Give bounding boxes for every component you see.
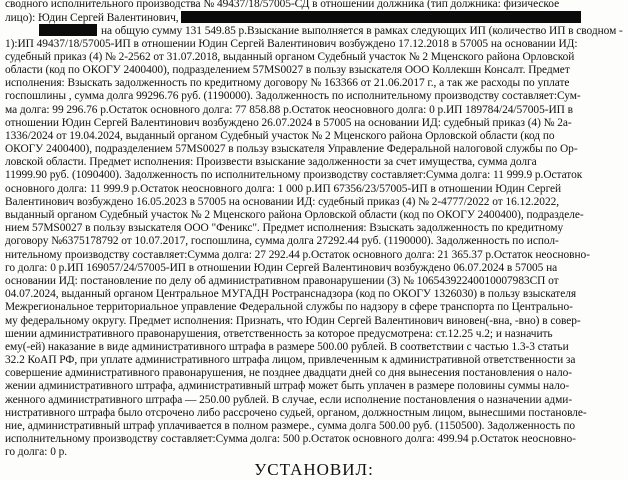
text-line: исполнительному производству составляет:Сумма долга: 500 р.Остаток основного долга: 499.94 р.Остаток неосновно- — [5, 433, 576, 446]
text-line — [5, 24, 625, 37]
text-line: Межрегиональное территориальное управление Федеральной службы по надзору в сфере транспорта по Центрально- — [5, 301, 573, 314]
text-line: совершение административного правонарушения, не позднее двадцати дней со дня вынесения постановления о нало- — [5, 367, 573, 380]
text-line: жении административного штрафа, административный штраф может быть уплачен в размере половины суммы нало- — [5, 380, 570, 393]
text-line: 04.07.2024, выданный органом Центральное МУГАДН Ространснадзора (код по ОКОГУ 1326030) в пользу взыскателя — [5, 288, 577, 301]
text-line: основании ИД: постановление по делу об административном правонарушении (3) № 10654392240010007983СП от — [5, 274, 559, 287]
text-line: женного административного штрафа — 250.00 рублей. В случае, если исполнение постановления о назначении адми- — [5, 393, 573, 406]
text-line: Валентинович возбуждено 16.05.2023 в 57005 на основании ИД: судебный приказ (4) № 2-4777/2022 от 16.12.2022, — [5, 195, 560, 208]
text-line: области (код по ОКОГУ 2400400), подразделением 57MS0027 в пользу взыскателя ООО Коллекшн Консалт. Предмет — [5, 63, 570, 76]
total-sum-line: на общую сумму 131 549.85 р.Взыскание выполняется в рамках следующих ИП (количество ИП в сводном - — [101, 25, 623, 38]
text-line: отношении Юдин Сергей Валентинович возбуждено 26.07.2024 в 57005 на основании ИД: судебный приказ (4) № 2а- — [5, 116, 572, 129]
section-heading: УСТАНОВИЛ: — [254, 460, 374, 479]
text-line: нительному производству составляет:Сумма долга: 27 292.44 р.Остаток основного долга: 21 365.37 р.Остаток неосновно- — [5, 248, 590, 261]
redaction-bar — [39, 24, 97, 36]
text-line: ние, административный штраф уплачивается в полном размере., сумма долга 500.00 руб. (1150500). Задолженность по — [5, 420, 576, 432]
text-line: му федеральному округу. Предмет исполнения: Признать, что Юдин Сергей Валентинович виновен(-вна, -вно) в совер- — [5, 314, 581, 327]
text-line: сводного исполнительного производства № 49437/18/57005-СД в отношении должника (тип должника: физическое — [5, 0, 560, 10]
document-body — [5, 0, 625, 460]
text-line: ма долга: 99 296.76 р.Остаток основного долга: 77 858.88 р.Остаток неосновного долга: 0 р.ИП 189784/24/57005-ИП в — [5, 103, 573, 116]
text-line: ОКОГУ 2400400), подразделением 57MS0027 в пользу взыскателя Управление Федеральной налоговой службы по Ор- — [5, 143, 578, 156]
text-line: 1336/2024 от 19.04.2024, выданный органом Судебный участок № 2 Мценского района Орловской области (код по — [5, 129, 555, 142]
text-line: го долга: 0 р.ИП 169057/24/57005-ИП в отношении Юдин Сергей Валентинович возбуждено 06.07.2024 в 57005 на — [5, 261, 558, 274]
debtor-line: лицо): Юдин Сергей Валентинович, — [5, 12, 179, 25]
text-line: судебный приказ (4) № 2-2562 от 31.07.2018, выданный органом Судебный участок № 2 Мценского района Орловской — [5, 50, 575, 63]
text-line: 1):ИП 49437/18/57005-ИП в отношении Юдин Сергей Валентинович возбуждено 17.12.2018 в 57005 на основании ИД: — [5, 37, 578, 50]
text-line: выданный органом Судебный участок № 2 Мценского района Орловской области (код по ОКОГУ 2400400), подразделе- — [5, 209, 584, 221]
text-line: нистративного штрафа было отсрочено либо рассрочено судьей, органом, должностным лицом, вынесшими постановле- — [5, 406, 587, 419]
text-line: госпошлины , сумма долга 99296.76 руб. (1190000). Задолженность по исполнительному производству составляет:Сум- — [5, 90, 581, 103]
text-line: нием 57MS0027 в пользу взыскателя ООО "Феникс". Предмет исполнения: Взыскать задолженность по кредитному — [5, 222, 564, 235]
text-line: 11999.90 руб. (1090400). Задолженность по исполнительному производству составляет:Сумма долга: 11 999.9 р.Остаток — [5, 169, 583, 182]
redaction-bar — [181, 11, 581, 23]
text-line: шении административного правонарушения, ответственность за которое предусмотрена: ст.12.25 ч.2; и назначить — [5, 327, 553, 340]
text-line: 32.2 КоАП РФ, при уплате административного штрафа лицом, привлеченным к административной ответственности за — [5, 354, 576, 367]
text-line — [5, 11, 625, 24]
text-line: основного долга: 11 999.9 р.Остаток неосновного долга: 1 000 р.ИП 67356/23/57005-ИП в отношении Юдин Сергей — [5, 182, 562, 195]
text-line: договору №6375178792 от 10.07.2017, госпошлина, сумма долга 27292.44 руб. (1190000). Задолженность по испол- — [5, 235, 559, 248]
text-line: исполнения: Взыскать задолженность по кредитному договору № 163366 от 21.06.2017 г., а так же расходы по уплате — [5, 77, 570, 90]
text-line: го долга: 0 р. — [5, 446, 68, 459]
text-line: ловской области. Предмет исполнения: Произвести взыскание задолженности за счет имущества, сумма долга — [5, 156, 537, 169]
text-line: ему(-ей) наказание в виде административного штрафа в размере 500.00 рублей. В соответствии с частью 1.3-3 статьи — [5, 340, 569, 353]
